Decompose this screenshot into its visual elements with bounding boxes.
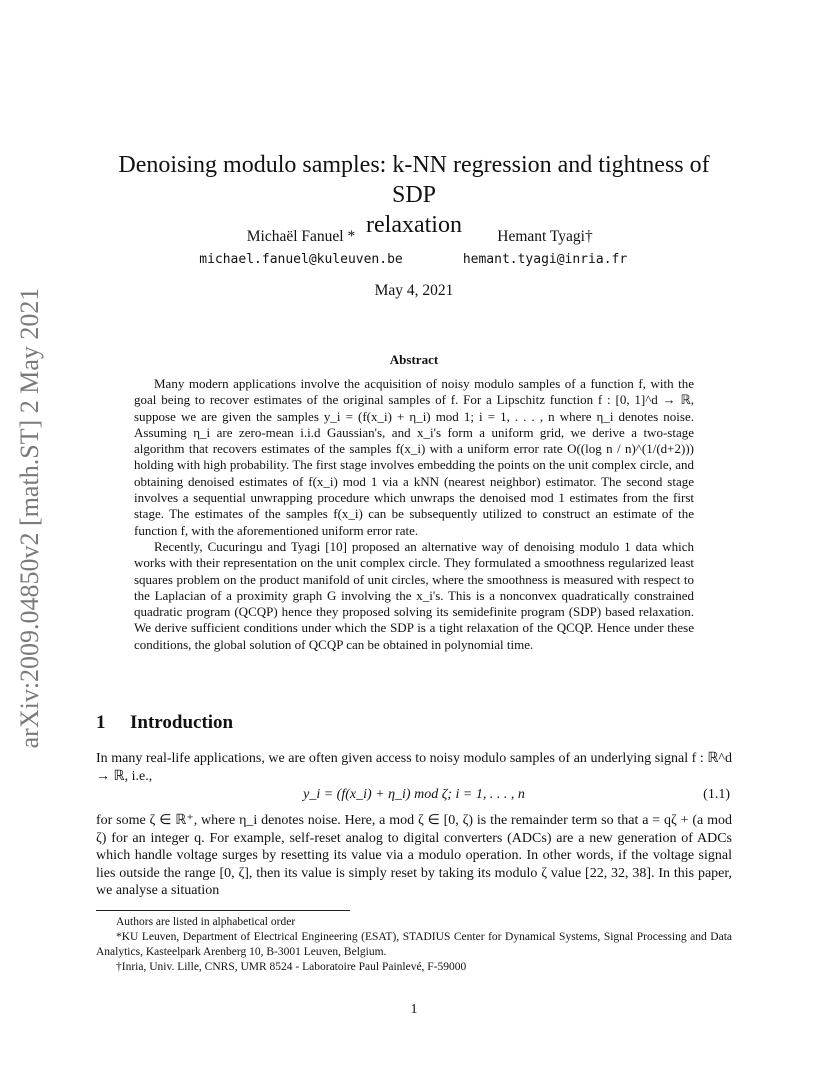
- section-number: 1: [96, 712, 106, 733]
- section-title: Introduction: [130, 712, 234, 733]
- author-email[interactable]: michael.fanuel@kuleuven.be: [199, 252, 403, 267]
- page-number: 1: [410, 1002, 418, 1017]
- title-line-2: relaxation: [366, 212, 462, 238]
- footnote-rule: [96, 910, 350, 911]
- paper-title: [96, 150, 732, 240]
- intro-text: for some ζ ∈ ℝ⁺, where η_i denotes noise. Here, a mod ζ ∈ [0, ζ) is the remainder term so that a = qζ + (a mod ζ) for an integer q. For example, self-reset analog to digital converters (ADCs) are a new generation of ADCs which handle voltage surges by resetting its value via a modulo operation. In other words, if the voltage signal lies outside the range [0, ζ], then its value is simply reset by taking its modulo ζ value [22, 32, 38]. In this paper, we analyse a situation: [96, 813, 732, 898]
- author-name: Hemant Tyagi†: [497, 228, 593, 245]
- author-tyagi: [440, 228, 650, 267]
- abstract-body: [134, 376, 694, 653]
- abstract-paragraph-1: Many modern applications involve the acquisition of noisy modulo samples of a function f, with the goal being to recover estimates of the original samples of f. For a Lipschitz function f : [0, 1]^d → ℝ, suppose we are given the samples y_i = (f(x_i) + η_i) mod 1; i = 1, . . . , n where η_i denotes noise. Assuming η_i are zero-mean i.i.d Gaussian's, and x_i's form a uniform grid, we derive a two-stage algorithm that recovers estimates of the samples f(x_i) with a uniform error rate O((log n / n)^(1/(d+2))) holding with high probability. The first stage involves embedding the points on the unit complex circle, and obtaining denoised estimates of f(x_i) mod 1 via a kNN (nearest neighbor) estimator. The second stage involves a sequential unwrapping procedure which unwraps the denoised mod 1 estimates from the first stage. The estimates of the samples f(x_i) can be subsequently utilized to construct an estimate of the function f, with the aforementioned uniform error rate.: [134, 376, 694, 538]
- arxiv-sidebar-stamp: [2, 268, 58, 768]
- author-fanuel: [176, 228, 426, 267]
- footnote-kuleuven: *KU Leuven, Department of Electrical Engineering (ESAT), STADIUS Center for Dynamical Systems, Signal Processing and Data Analytics, Kasteelpark Arenberg 10, B-3001 Leuven, Belgium.: [96, 931, 732, 958]
- title-line-1: Denoising modulo samples: k-NN regression and tightness of SDP: [118, 152, 710, 208]
- footnotes: [96, 915, 732, 975]
- arxiv-id-text: arXiv:2009.04850v2 [math.ST] 2 May 2021: [15, 287, 44, 749]
- footnote-order: Authors are listed in alphabetical order: [116, 916, 296, 928]
- intro-text: In many real-life applications, we are often given access to noisy modulo samples of an underlying signal f : ℝ^d → ℝ, i.e.,: [96, 751, 732, 784]
- section-heading: [96, 712, 233, 734]
- abstract-paragraph-2: Recently, Cucuringu and Tyagi [10] proposed an alternative way of denoising modulo 1 data which works with their representation on the unit complex circle. They formulated a smoothness regularized least squares problem on the product manifold of unit circles, where the smoothness is measured with respect to the Laplacian of a proximity graph G involving the x_i's. This is a nonconvex quadratically constrained quadratic program (QCQP) hence they proposed solving its semidefinite program (SDP) based relaxation. We derive sufficient conditions under which the SDP is a tight relaxation of the QCQP. Hence under these conditions, the global solution of QCQP can be obtained in polynomial time.: [134, 538, 694, 652]
- author-email[interactable]: hemant.tyagi@inria.fr: [462, 252, 628, 267]
- footnote-inria: †Inria, Univ. Lille, CNRS, UMR 8524 - Laboratoire Paul Painlevé, F-59000: [116, 961, 467, 973]
- equation-tag: (1.1): [703, 787, 730, 802]
- author-name: Michaël Fanuel *: [246, 228, 356, 245]
- intro-paragraph-1: [96, 750, 732, 785]
- intro-paragraph-2: [96, 812, 732, 900]
- paper-date: May 4, 2021: [374, 282, 454, 299]
- equation-expression: y_i = (f(x_i) + η_i) mod ζ; i = 1, . . . , n: [303, 787, 525, 802]
- equation-1-1: [96, 787, 732, 807]
- abstract-heading: Abstract: [389, 352, 439, 367]
